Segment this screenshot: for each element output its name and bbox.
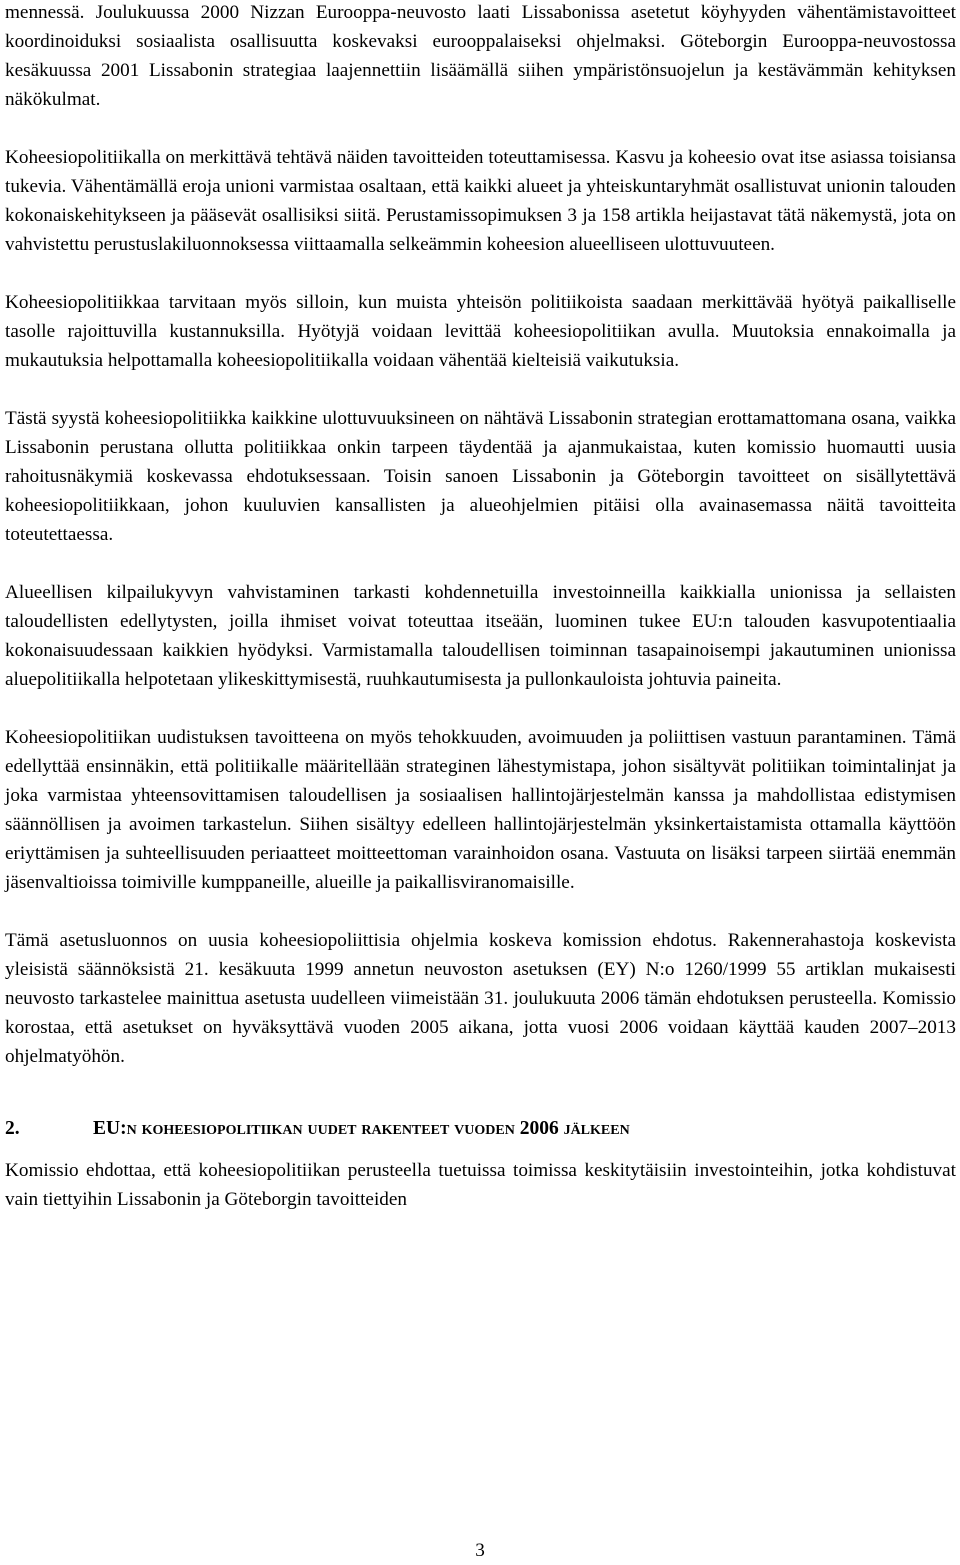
section-heading [5, 1114, 956, 1144]
paragraph-3: Koheesiopolitiikkaa tarvitaan myös silloin, kun muista yhteisön politiikoista saadaan merkittävää hyötyä paikalliselle tasolle rajoittuvilla kustannuksilla. Hyötyjä voidaan levittää koheesiopolitiikan avulla. Muutoksia ennakoimalla ja mukautuksia helpottamalla koheesiopolitiikalla voidaan vähentää kielteisiä vaikutuksia. [5, 292, 956, 371]
paragraph-after-heading: Komissio ehdottaa, että koheesiopolitiikan perusteella tuetuissa toimissa keskitytäisiin investointeihin, jotka kohdistuvat vain tiettyihin Lissabonin ja Göteborgin tavoitteiden [5, 1160, 956, 1210]
section-title: EU:n koheesiopolitiikan uudet rakenteet vuoden 2006 jälkeen [93, 1118, 630, 1139]
document-page [5, 0, 956, 1214]
paragraph-7: Tämä asetusluonnos on uusia koheesiopoliittisia ohjelmia koskeva komission ehdotus. Rakennerahastoja koskevista yleisistä säännöksistä 21. kesäkuuta 1999 annetun neuvoston asetuksen (EY) N:o 1260/1999 55 artiklan mukaisesti neuvosto tarkastelee mainittua asetusta uudelleen viimeistään 31. joulukuuta 2006 tämän ehdotuksen perusteella. Komissio korostaa, että asetukset on hyväksyttävä vuoden 2005 aikana, jotta vuosi 2006 voidaan käyttää kauden 2007–2013 ohjelmatyöhön. [5, 930, 956, 1067]
paragraph-5: Alueellisen kilpailukyvyn vahvistaminen tarkasti kohdennetuilla investoinneilla kaikkialla unionissa ja sellaisten taloudellisten edellytysten, joilla ihmiset voivat toteuttaa itseään, luominen tukee EU:n talouden kasvupotentiaalia kokonaisuudessaan kaikkien hyödyksi. Varmistamalla taloudellisen toiminnan tasapainoisempi jakautuminen unionissa aluepolitiikalla helpotetaan ylikeskittymisestä, ruuhkautumisesta ja pullonkauloista johtuvia paineita. [5, 582, 956, 690]
paragraph-6: Koheesiopolitiikan uudistuksen tavoitteena on myös tehokkuuden, avoimuuden ja poliittisen vastuun parantaminen. Tämä edellyttää ensinnäkin, että politiikalle määritellään strateginen lähestymistapa, johon sisältyvät politiikan toimintalinjat ja joka varmistaa yhteensovittamisen taloudellisen ja sosiaalisen hallintojärjestelmän kanssa ja mahdollistaa edistymisen säännöllisen ja avoimen tarkastelun. Siihen sisältyy edelleen hallintojärjestelmän yksinkertaistamista ottamalla käyttöön eriyttämisen ja suhteellisuuden periaatteet moitteettoman varainhoidon osana. Vastuuta on lisäksi tarpeen siirtää enemmän jäsenvaltioissa toimiville kumppaneille, alueille ja paikallisviranomaisille. [5, 727, 956, 893]
section-number: 2. [5, 1118, 20, 1139]
paragraph-2: Koheesiopolitiikalla on merkittävä tehtävä näiden tavoitteiden toteuttamisessa. Kasvu ja koheesio ovat itse asiassa toisiansa tukevia. Vähentämällä eroja unioni varmistaa osaltaan, että kaikki alueet ja yhteiskuntaryhmät osallistuvat unionin talouden kokonaiskehitykseen ja pääsevät osallisiksi siitä. Perustamissopimuksen 3 ja 158 artikla heijastavat tätä näkemystä, jota on vahvistettu perustuslakiluonnoksessa viittaamalla selkeämmin koheesion alueelliseen ulottuvuuteen. [5, 147, 956, 255]
page-number: 3 [475, 1540, 485, 1561]
paragraph-4: Tästä syystä koheesiopolitiikka kaikkine ulottuvuuksineen on nähtävä Lissabonin strategian erottamattomana osana, vaikka Lissabonin perustana ollutta politiikkaa onkin tarpeen täydentää ja ajanmukaistaa, kuten komissio huomautti uusia rahoitusnäkymiä koskevassa ehdotuksessaan. Toisin sanoen Lissabonin ja Göteborgin tavoitteet on sisällytettävä koheesiopolitiikkaan, johon kuuluvien kansallisten ja alueohjelmien pitäisi olla avainasemassa näitä tavoitteita toteutettaessa. [5, 408, 956, 545]
paragraph-1: mennessä. Joulukuussa 2000 Nizzan Eurooppa-neuvosto laati Lissabonissa asetetut köyhyyden vähentämistavoitteet koordinoiduksi sosiaalista osallisuutta koskevaksi eurooppalaiseksi ohjelmaksi. Göteborgin Eurooppa-neuvostossa kesäkuussa 2001 Lissabonin strategiaa laajennettiin lisäämällä siihen ympäristönsuojelun ja kestävämmän kehityksen näkökulmat. [5, 2, 956, 110]
